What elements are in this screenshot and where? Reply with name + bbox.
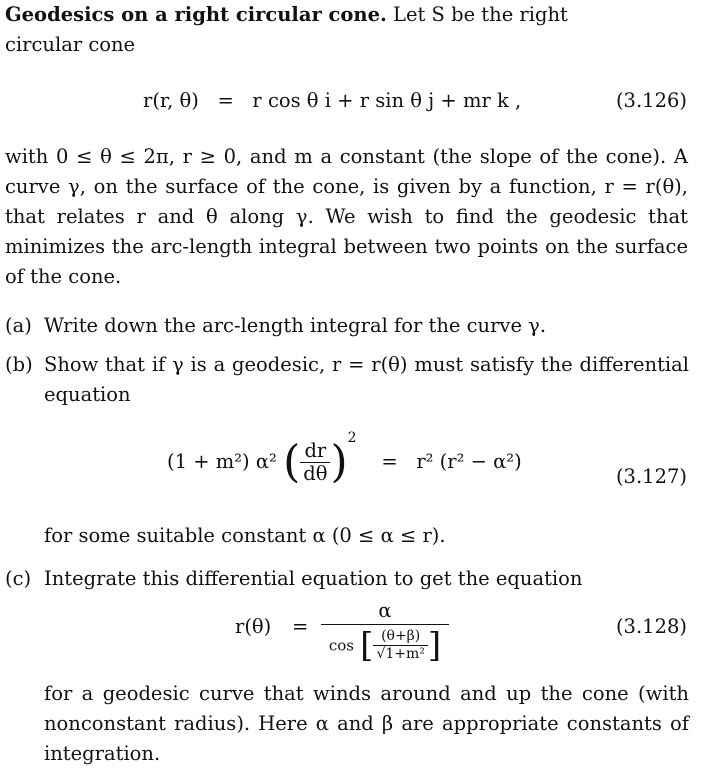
paragraph-line: minimizes the arc-length integral between two points on the surface — [5, 235, 688, 258]
eq127-number: (3.127) — [615, 465, 687, 488]
item-c-after — [44, 679, 689, 769]
paragraph-line: with 0 ≤ θ ≤ 2π, r ≥ 0, and m a constant (the slope of the cone). A — [5, 145, 688, 168]
item-c-after-line: for a geodesic curve that winds around and up the cone (with — [44, 682, 689, 705]
item-b-line: equation — [44, 383, 131, 406]
eq126-rhs: r cos θ i + r sin θ j + mr k , — [252, 89, 522, 112]
item-a-label: (a) — [5, 314, 32, 337]
eq127-lhs-prefix: (1 + m²) α² — [167, 450, 277, 473]
item-b-text — [44, 350, 689, 410]
eq128-num: α — [321, 598, 449, 625]
item-c-label: (c) — [5, 567, 32, 590]
item-c-after-line: nonconstant radius). Here α and β are appropriate constants of — [44, 712, 689, 735]
eq128-den: cos [ $\frac{(\theta+\beta)}{\text{√1+m²}}$ ] — [328, 625, 442, 666]
eq128-inner-num: (θ+β) — [373, 628, 427, 646]
eq126-lhs: r(r, θ) — [143, 89, 199, 112]
item-c-text — [44, 564, 689, 594]
equation-3-126 — [143, 86, 521, 116]
eq128-cos: cos — [328, 636, 354, 655]
intro-paragraph — [5, 0, 688, 60]
eq128-fraction — [321, 598, 449, 666]
item-a-line: Write down the arc-length integral for the curve γ. — [44, 314, 547, 337]
eq127-frac-den: dθ — [303, 462, 328, 485]
eq126-equals: = — [217, 89, 234, 112]
item-b-after-line: for some suitable constant α (0 ≤ α ≤ r). — [44, 524, 446, 547]
eq128-inner-den: √1+m² — [376, 646, 425, 662]
eq127-equals: = — [381, 450, 398, 473]
eq128-lhs: r(θ) — [235, 615, 272, 638]
eq127-frac-num: dr — [300, 440, 330, 463]
eq127-power: 2 — [347, 430, 357, 446]
eq126-number: (3.126) — [615, 89, 687, 112]
item-c-line: Integrate this differential equation to get the equation — [44, 567, 583, 590]
item-c-after-line: integration. — [44, 742, 161, 765]
item-b-after — [44, 521, 689, 551]
paragraph-line: that relates r and θ along γ. We wish to find the geodesic that — [5, 205, 688, 228]
item-b-line: Show that if γ is a geodesic, r = r(θ) must satisfy the differential — [44, 353, 689, 376]
problem-title: Geodesics on a right circular cone. — [5, 3, 387, 26]
item-b-label: (b) — [5, 353, 33, 376]
paragraph-line: curve γ, on the surface of the cone, is given by a function, r = r(θ), — [5, 175, 688, 198]
paragraph-line: of the cone. — [5, 265, 122, 288]
eq128-equals: = — [292, 615, 309, 638]
eq128-number: (3.128) — [615, 615, 687, 638]
eq127-fraction — [300, 440, 330, 485]
intro-line2: circular cone — [5, 33, 136, 56]
item-a-text — [44, 311, 689, 341]
eq127-rhs: r² (r² − α²) — [416, 450, 522, 473]
intro-line1: Let S be the right — [393, 3, 568, 26]
body-paragraph — [5, 142, 688, 292]
equation-3-127: (1 + m²) α² ( $\frac{dr}{d\theta}$ )$^2$ = r² (r² − α²) — [167, 430, 522, 488]
